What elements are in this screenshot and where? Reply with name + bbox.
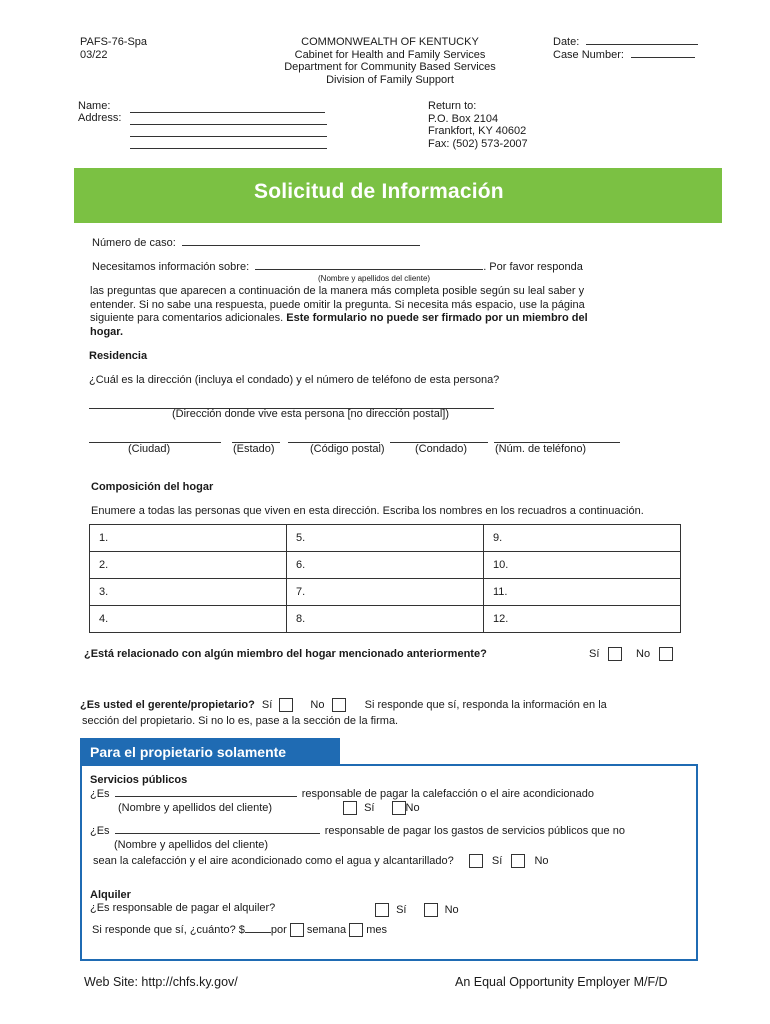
return-line: P.O. Box 2104 (428, 112, 499, 125)
related-yes-option[interactable] (589, 647, 622, 661)
month-checkbox[interactable] (349, 923, 363, 937)
intro-line-text: siguiente para comentarios adicionales. (90, 312, 284, 324)
rent-options (375, 903, 459, 917)
need-info-row (92, 261, 583, 273)
related-no-option[interactable] (636, 647, 673, 661)
table-row (90, 552, 681, 579)
household-heading: Composición del hogar (91, 481, 214, 493)
manager-note-cont: sección del propietario. Si no lo es, pase a la sección de la firma. (82, 715, 399, 727)
household-cell[interactable]: 11. (484, 579, 681, 606)
q2-line2-row (93, 854, 549, 868)
form-date: 03/22 (80, 49, 108, 61)
return-to-block (428, 100, 528, 150)
return-line: Fax: (502) 573-2007 (428, 137, 528, 150)
q1-suffix: responsable de pagar la calefacción o el aire acondicionado (301, 788, 594, 800)
intro-case-label: Número de caso: (92, 237, 176, 249)
owner-section-title: Para el propietario solamente (90, 744, 287, 760)
related-yes-label: Sí (589, 647, 600, 660)
intro-paragraph (90, 285, 690, 339)
page-title: Solicitud de Información (254, 180, 504, 203)
agency-line: COMMONWEALTH OF KENTUCKY (301, 36, 479, 48)
q1-options (343, 801, 420, 815)
q1-yes-label: Sí (364, 801, 375, 814)
intro-warning: Este formulario no puede ser firmado por un miembro del (286, 312, 588, 324)
case-number-field[interactable] (553, 49, 695, 62)
name-label: Name: (78, 100, 111, 112)
household-cell[interactable]: 2. (90, 552, 287, 579)
related-yes-checkbox[interactable] (608, 647, 622, 661)
q2-hint: (Nombre y apellidos del cliente) (114, 839, 269, 851)
rent-yes-label: Sí (396, 903, 407, 916)
case-number-label: Case Number: (553, 49, 624, 61)
agency-line: Cabinet for Health and Family Services (294, 48, 486, 61)
q1-no-checkbox[interactable] (392, 801, 406, 815)
respond-suffix: . Por favor responda (483, 261, 583, 273)
intro-warning-cont: hogar. (90, 325, 124, 338)
per-label: por (270, 923, 287, 936)
q1-no-label: No (405, 801, 420, 814)
intro-line: las preguntas que aparecen a continuación de la manera más completa posible según su leal saber y (90, 285, 585, 297)
rent-question: ¿Es responsable de pagar el alquiler? (90, 902, 276, 914)
rent-amount-input-line[interactable] (245, 932, 271, 933)
related-question: ¿Está relacionado con algún miembro del hogar mencionado anteriormente? (84, 648, 487, 660)
household-cell[interactable]: 3. (90, 579, 287, 606)
related-no-label: No (636, 647, 651, 660)
q2-yes-checkbox[interactable] (469, 854, 483, 868)
q2-yes-label: Sí (491, 854, 503, 867)
state-input-line[interactable] (232, 430, 280, 443)
q1-yes-checkbox[interactable] (343, 801, 357, 815)
q2-suffix: responsable de pagar los gastos de servicios públicos que no (324, 825, 625, 837)
rent-heading: Alquiler (90, 889, 131, 901)
household-cell[interactable]: 8. (287, 606, 484, 633)
residence-heading: Residencia (89, 350, 148, 362)
form-id: PAFS-76-Spa (80, 36, 148, 48)
rent-no-checkbox[interactable] (424, 903, 438, 917)
return-line: Frankfort, KY 40602 (428, 125, 527, 137)
table-row (90, 606, 681, 633)
q2-line2: sean la calefacción y el aire acondicionado como el agua y alcantarillado? (93, 854, 454, 867)
household-cell[interactable]: 1. (90, 525, 287, 552)
return-line: Return to: (428, 100, 477, 112)
footer-website[interactable]: Web Site: http://chfs.ky.gov/ (84, 975, 238, 989)
manager-yes-label: Sí (261, 698, 273, 711)
manager-note: Si responde que sí, responda la información en la (364, 698, 607, 711)
county-input-line[interactable] (390, 430, 488, 443)
household-cell[interactable]: 12. (484, 606, 681, 633)
address-hint: (Dirección donde vive esta persona [no dirección postal]) (172, 408, 449, 420)
rent-no-label: No (444, 903, 459, 916)
need-info-label: Necesitamos información sobre: (92, 261, 250, 273)
q2-name-input-line[interactable] (115, 833, 320, 834)
rent-amount-row (92, 923, 387, 937)
county-hint: (Condado) (415, 443, 467, 455)
related-no-checkbox[interactable] (659, 647, 673, 661)
week-label: semana (306, 923, 347, 936)
footer-eoe: An Equal Opportunity Employer M/F/D (455, 975, 668, 989)
address-label: Address: (78, 112, 122, 124)
q1-prefix: ¿Es (90, 788, 110, 800)
client-name-hint: (Nombre y apellidos del cliente) (318, 274, 431, 283)
case-number-input-line[interactable] (631, 57, 695, 58)
phone-input-line[interactable] (494, 430, 620, 443)
month-label: mes (366, 923, 387, 936)
agency-line: Division of Family Support (326, 73, 454, 86)
household-cell[interactable]: 9. (484, 525, 681, 552)
agency-block (240, 36, 540, 86)
intro-line (90, 312, 690, 326)
q2-no-label: No (534, 854, 549, 867)
case-number-row (92, 237, 420, 249)
date-label: Date: (553, 36, 580, 48)
table-row (90, 579, 681, 606)
manager-question: ¿Es usted el gerente/propietario? (80, 698, 255, 711)
q2-prefix: ¿Es (90, 825, 110, 837)
intro-case-input-line[interactable] (182, 245, 420, 246)
rent-amount-prefix: Si responde que sí, ¿cuánto? $ (92, 923, 245, 936)
manager-row (80, 698, 607, 712)
household-table (89, 524, 681, 633)
state-hint: (Estado) (233, 443, 275, 455)
residence-question: ¿Cuál es la dirección (incluya el condado) y el número de teléfono de esta persona? (89, 374, 500, 386)
date-input-line[interactable] (586, 44, 698, 45)
household-cell[interactable]: 6. (287, 552, 484, 579)
agency-line: Department for Community Based Services (284, 61, 496, 73)
manager-yes-checkbox[interactable] (279, 698, 293, 712)
intro-line: entender. Si no sabe una respuesta, puede omitir la pregunta. Si necesita más espacio, use la página (90, 298, 585, 311)
rent-yes-checkbox[interactable] (375, 903, 389, 917)
q1-name-input-line[interactable] (115, 796, 297, 797)
address-input-line-3[interactable] (130, 136, 327, 149)
date-field[interactable] (553, 36, 698, 49)
household-cell[interactable]: 4. (90, 606, 287, 633)
household-instruction: Enumere a todas las personas que viven en esta dirección. Escriba los nombres en los recuadros a continuación. (91, 505, 644, 517)
city-hint: (Ciudad) (128, 443, 171, 455)
household-cell[interactable]: 10. (484, 552, 681, 579)
client-name-input-line[interactable] (255, 269, 483, 270)
zip-input-line[interactable] (288, 430, 380, 443)
household-cell[interactable]: 5. (287, 525, 484, 552)
manager-no-checkbox[interactable] (332, 698, 346, 712)
utilities-q2 (90, 825, 625, 837)
q2-no-checkbox[interactable] (511, 854, 525, 868)
phone-hint: (Núm. de teléfono) (495, 443, 587, 455)
week-checkbox[interactable] (290, 923, 304, 937)
household-cell[interactable]: 7. (287, 579, 484, 606)
table-row (90, 525, 681, 552)
utilities-heading: Servicios públicos (90, 774, 188, 786)
utilities-q1 (90, 788, 594, 800)
zip-hint: (Código postal) (310, 443, 385, 455)
manager-no-label: No (310, 698, 325, 711)
city-input-line[interactable] (89, 430, 221, 443)
q1-hint: (Nombre y apellidos del cliente) (118, 802, 273, 814)
